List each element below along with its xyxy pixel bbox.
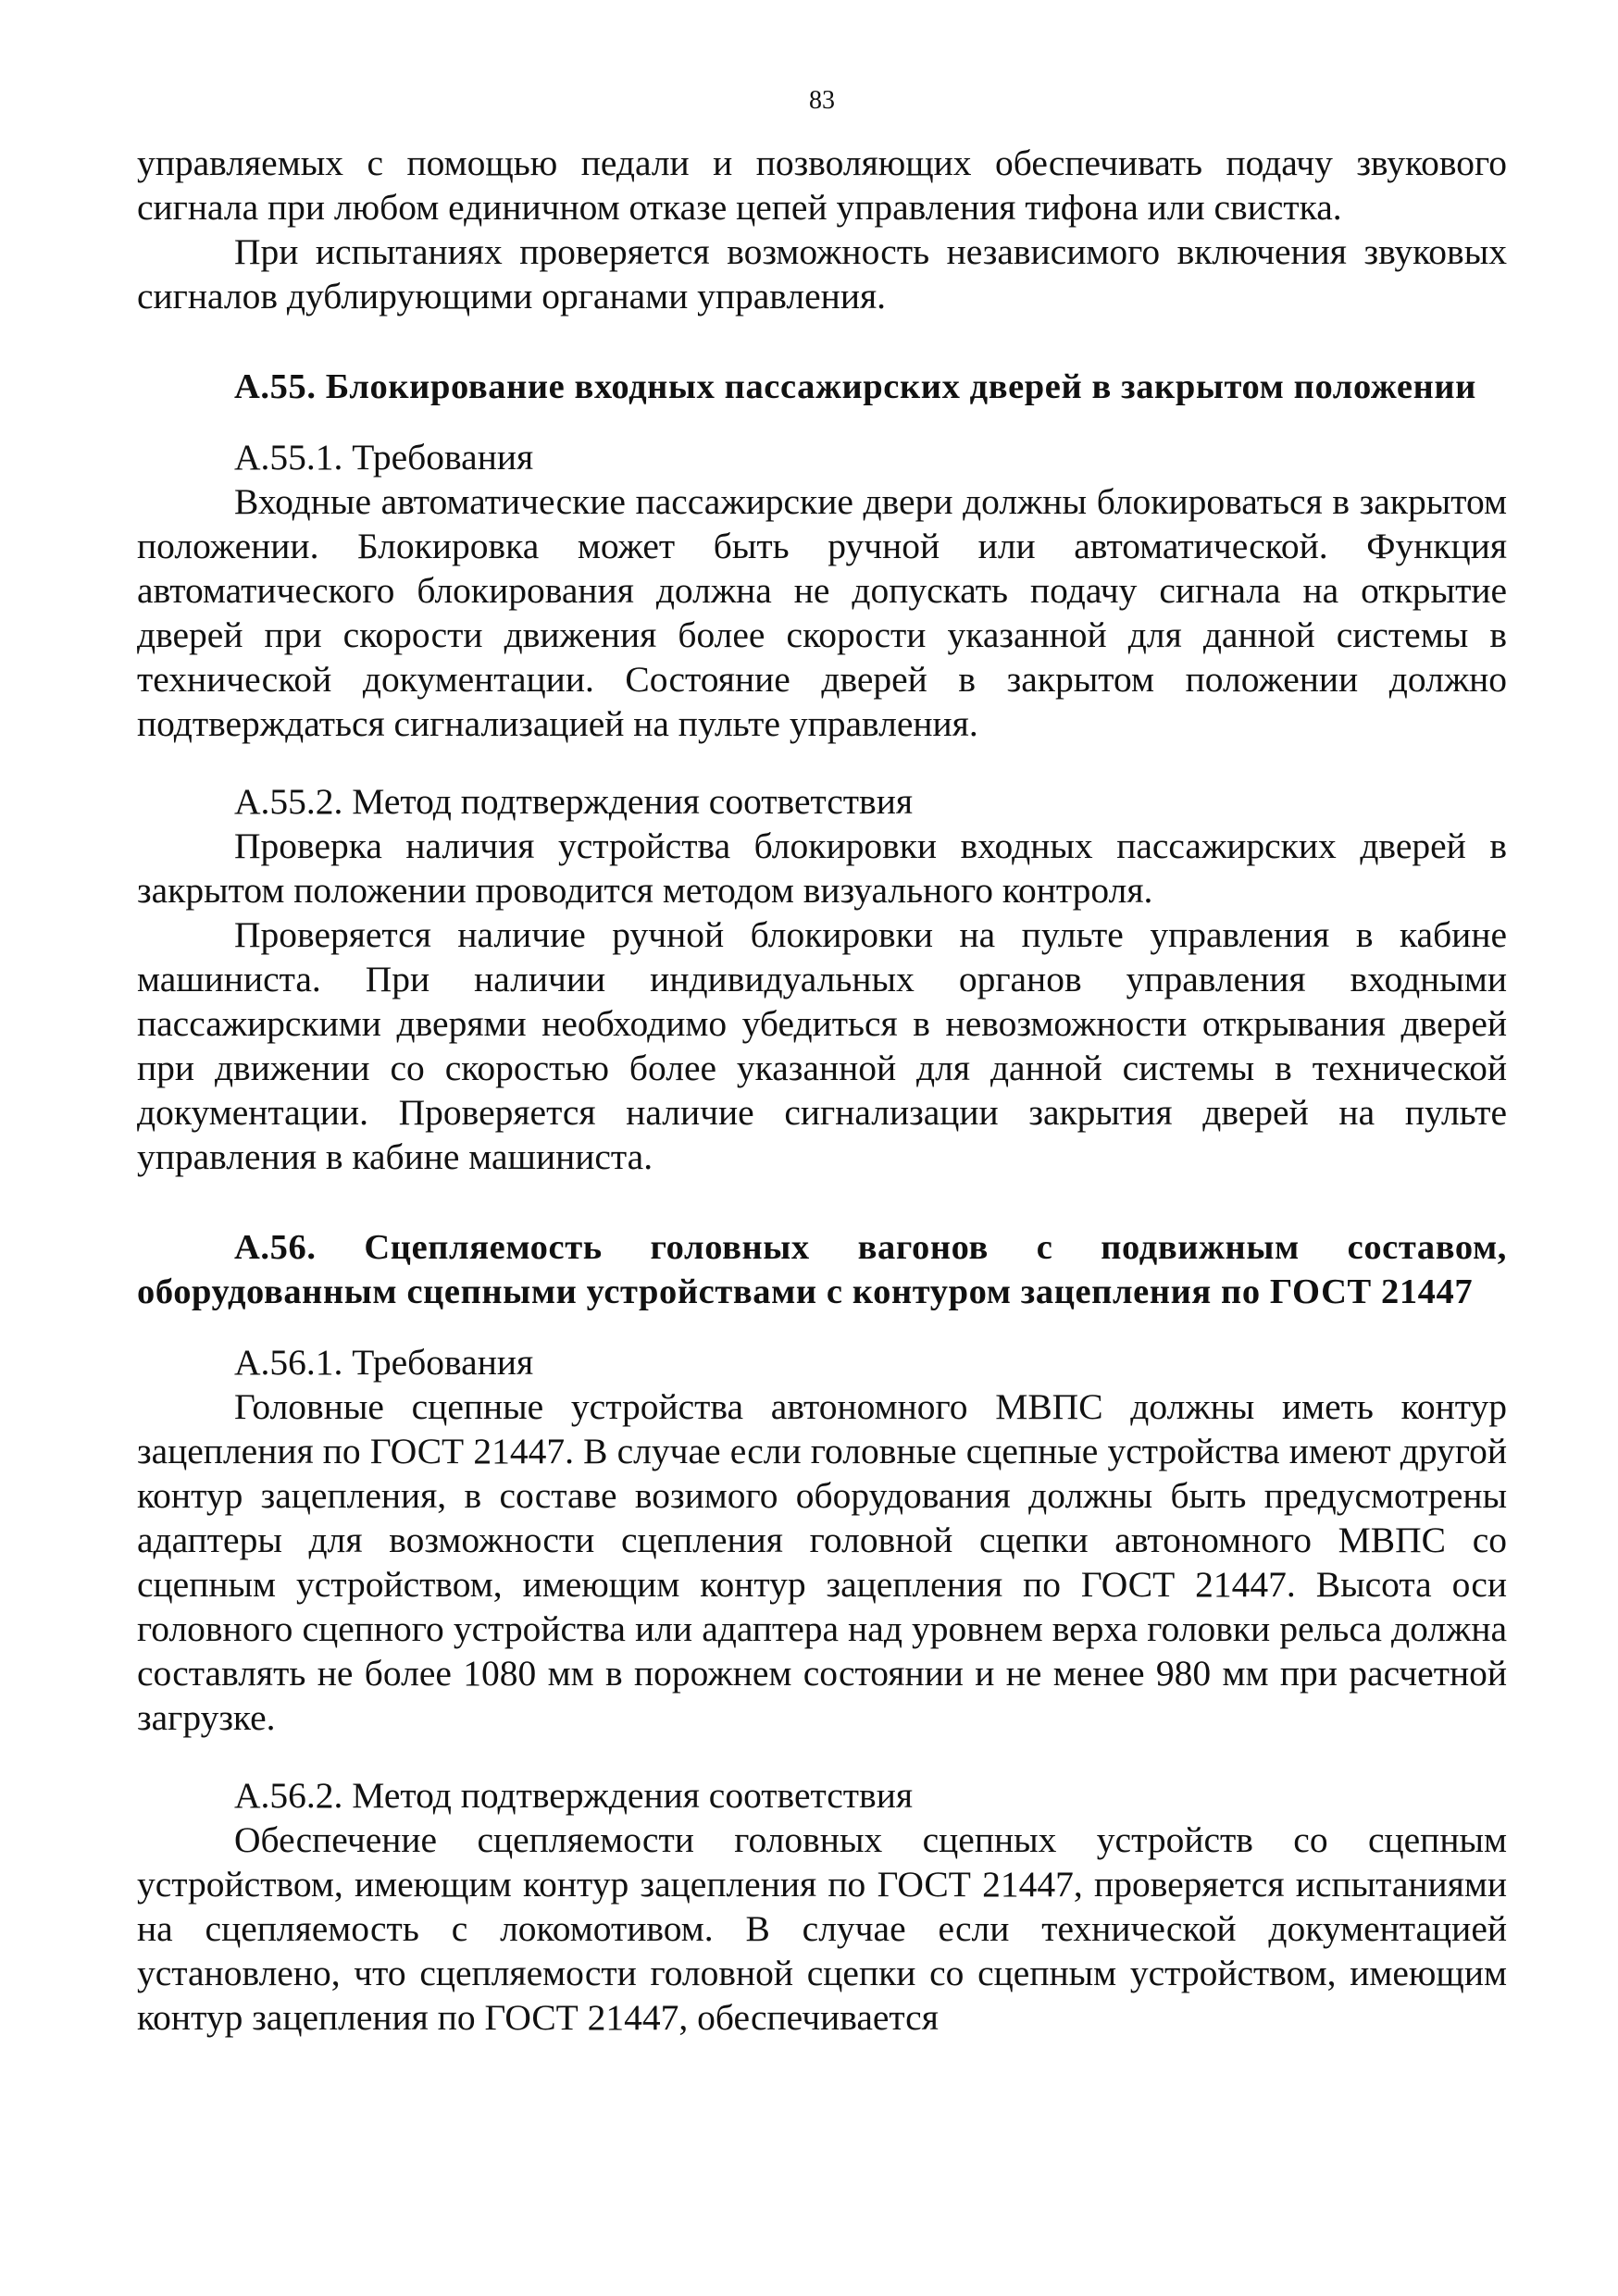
paragraph-a55-1: Входные автоматические пассажирские двери должны блокироваться в закрытом положении. Блокировка может быть ручной или автоматической. Функция автоматического блокирования должна не допускать подачу сигнала на открытие дверей при скорости движения более скорости указанной для данной системы в технической документации. Состояние дверей в закрытом положении должно подтверждаться сигнализацией на пульте управления. [137,481,1507,744]
paragraph-a55-2-a: Проверка наличия устройства блокировки входных пассажирских дверей в закрытом положении проводится методом визуального контроля. [137,825,1507,911]
subsection-heading-a56-2: А.56.2. Метод подтверждения соответствия [234,1775,914,1816]
section-heading-a55: А.55. Блокирование входных пассажирских дверей в закрытом положении [234,367,1476,406]
page-number: 83 [809,86,835,115]
paragraph-continuation: управляемых с помощью педали и позволяющих обеспечивать подачу звукового сигнала при любом единичном отказе цепей управления тифона или свистка. [137,143,1507,228]
subsection-heading-a55-1: А.55.1. Требования [234,437,534,478]
paragraph-a56-2: Обеспечение сцепляемости головных сцепных устройств со сцепным устройством, имеющим контур зацепления по ГОСТ 21447, проверяется испытаниями на сцепляемость с локомотивом. В случае если технической документацией установлено, что сцепляемости головной сцепки со сцепным устройством, имеющим контур зацепления по ГОСТ 21447, обеспечивается [137,1819,1507,2038]
paragraph-a55-2-b: Проверяется наличие ручной блокировки на пульте управления в кабине машиниста. При наличии индивидуальных органов управления входными пассажирскими дверями необходимо убедиться в невозможности открывания дверей при движении со скоростью более указанной для данной системы в технической документации. Проверяется наличие сигнализации закрытия дверей на пульте управления в кабине машиниста. [137,914,1507,1177]
paragraph-test-note: При испытаниях проверяется возможность независимого включения звуковых сигналов дублирующими органами управления. [137,231,1507,316]
paragraph-a56-1: Головные сцепные устройства автономного МВПС должны иметь контур зацепления по ГОСТ 21447. В случае если головные сцепные устройства имеют другой контур зацепления, в составе возимого оборудования должны быть предусмотрены адаптеры для возможности сцепления головной сцепки автономного МВПС со сцепным устройством, имеющим контур зацепления по ГОСТ 21447. Высота оси головного сцепного устройства или адаптера над уровнем верха головки рельса должна составлять не более 1080 мм в порожнем состоянии и не менее 980 мм при расчетной загрузке. [137,1386,1507,1738]
subsection-heading-a56-1: А.56.1. Требования [234,1342,534,1383]
section-heading-a56: А.56. Сцепляемость головных вагонов с подвижным составом, оборудованным сцепными устройствами с контуром зацепления по ГОСТ 21447 [137,1228,1507,1311]
subsection-heading-a55-2: А.55.2. Метод подтверждения соответствия [234,781,914,822]
